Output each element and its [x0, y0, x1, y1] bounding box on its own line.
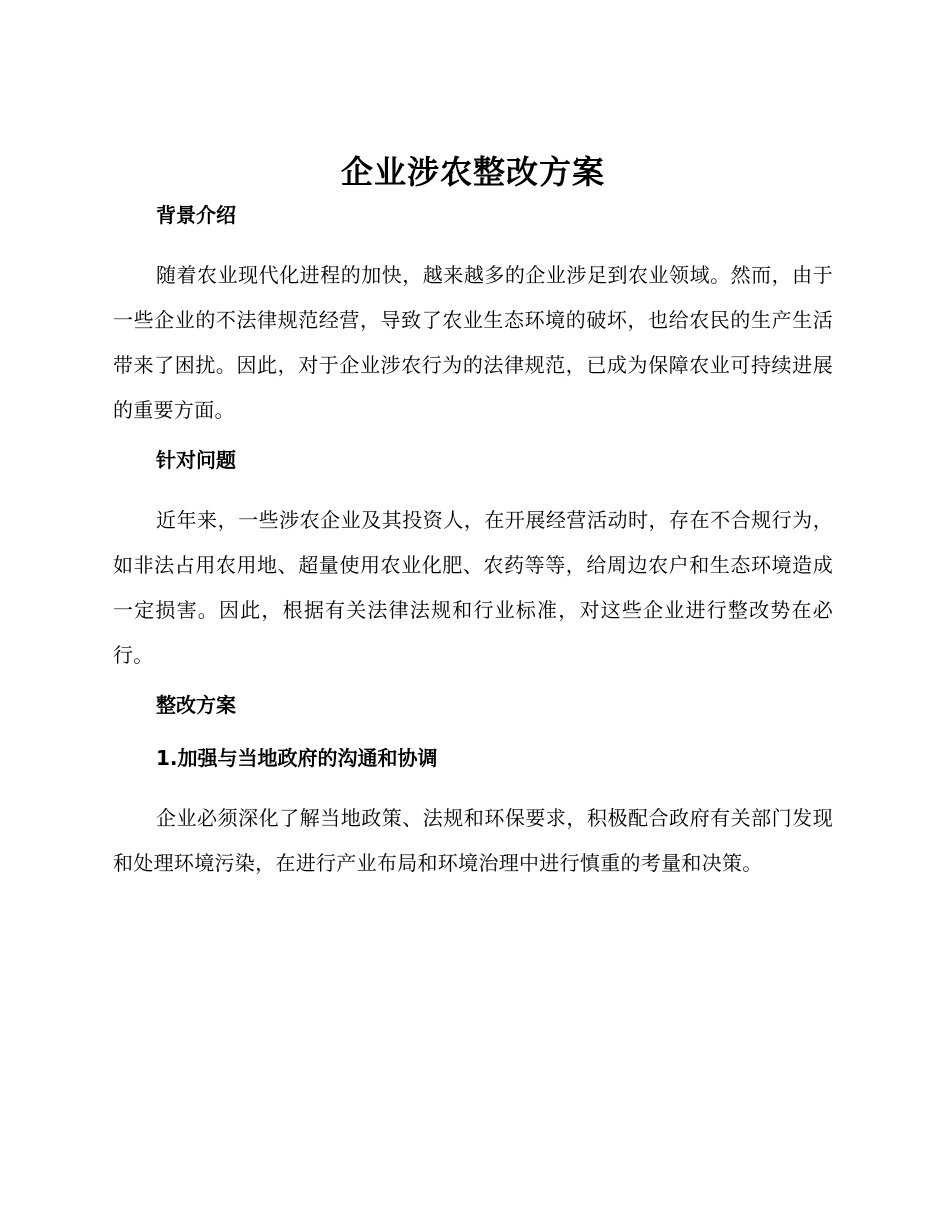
section-background [113, 200, 833, 433]
section-paragraph: 企业必须深化了解当地政策、法规和环保要求，积极配合政府有关部门发现和处理环境污染，在进行产业布局和环境治理中进行慎重的考量和决策。 [113, 806, 833, 875]
section-paragraph: 随着农业现代化进程的加快，越来越多的企业涉足到农业领域。然而，由于一些企业的不法律规范经营，导致了农业生态环境的破坏，也给农民的生产生活带来了困扰。因此，对于企业涉农行为的法律规范，已成为保障农业可持续进展的重要方面。 [113, 263, 833, 422]
document-content [113, 150, 833, 898]
section-paragraph: 近年来，一些涉农企业及其投资人，在开展经营活动时，存在不合规行为，如非法占用农用地、超量使用农业化肥、农药等等，给周边农户和生态环境造成一定损害。因此，根据有关法律法规和行业标准，对这些企业进行整改势在必行。 [113, 508, 833, 667]
document-title: 企业涉农整改方案 [340, 153, 605, 191]
section-heading: 针对问题 [156, 448, 236, 472]
section-plan-item-1 [113, 743, 833, 886]
section-issues [113, 445, 833, 678]
section-heading: 背景介绍 [156, 203, 236, 227]
section-heading: 整改方案 [156, 693, 236, 717]
section-plan [113, 690, 833, 720]
subsection-heading: 1.加强与当地政府的沟通和协调 [156, 746, 438, 770]
